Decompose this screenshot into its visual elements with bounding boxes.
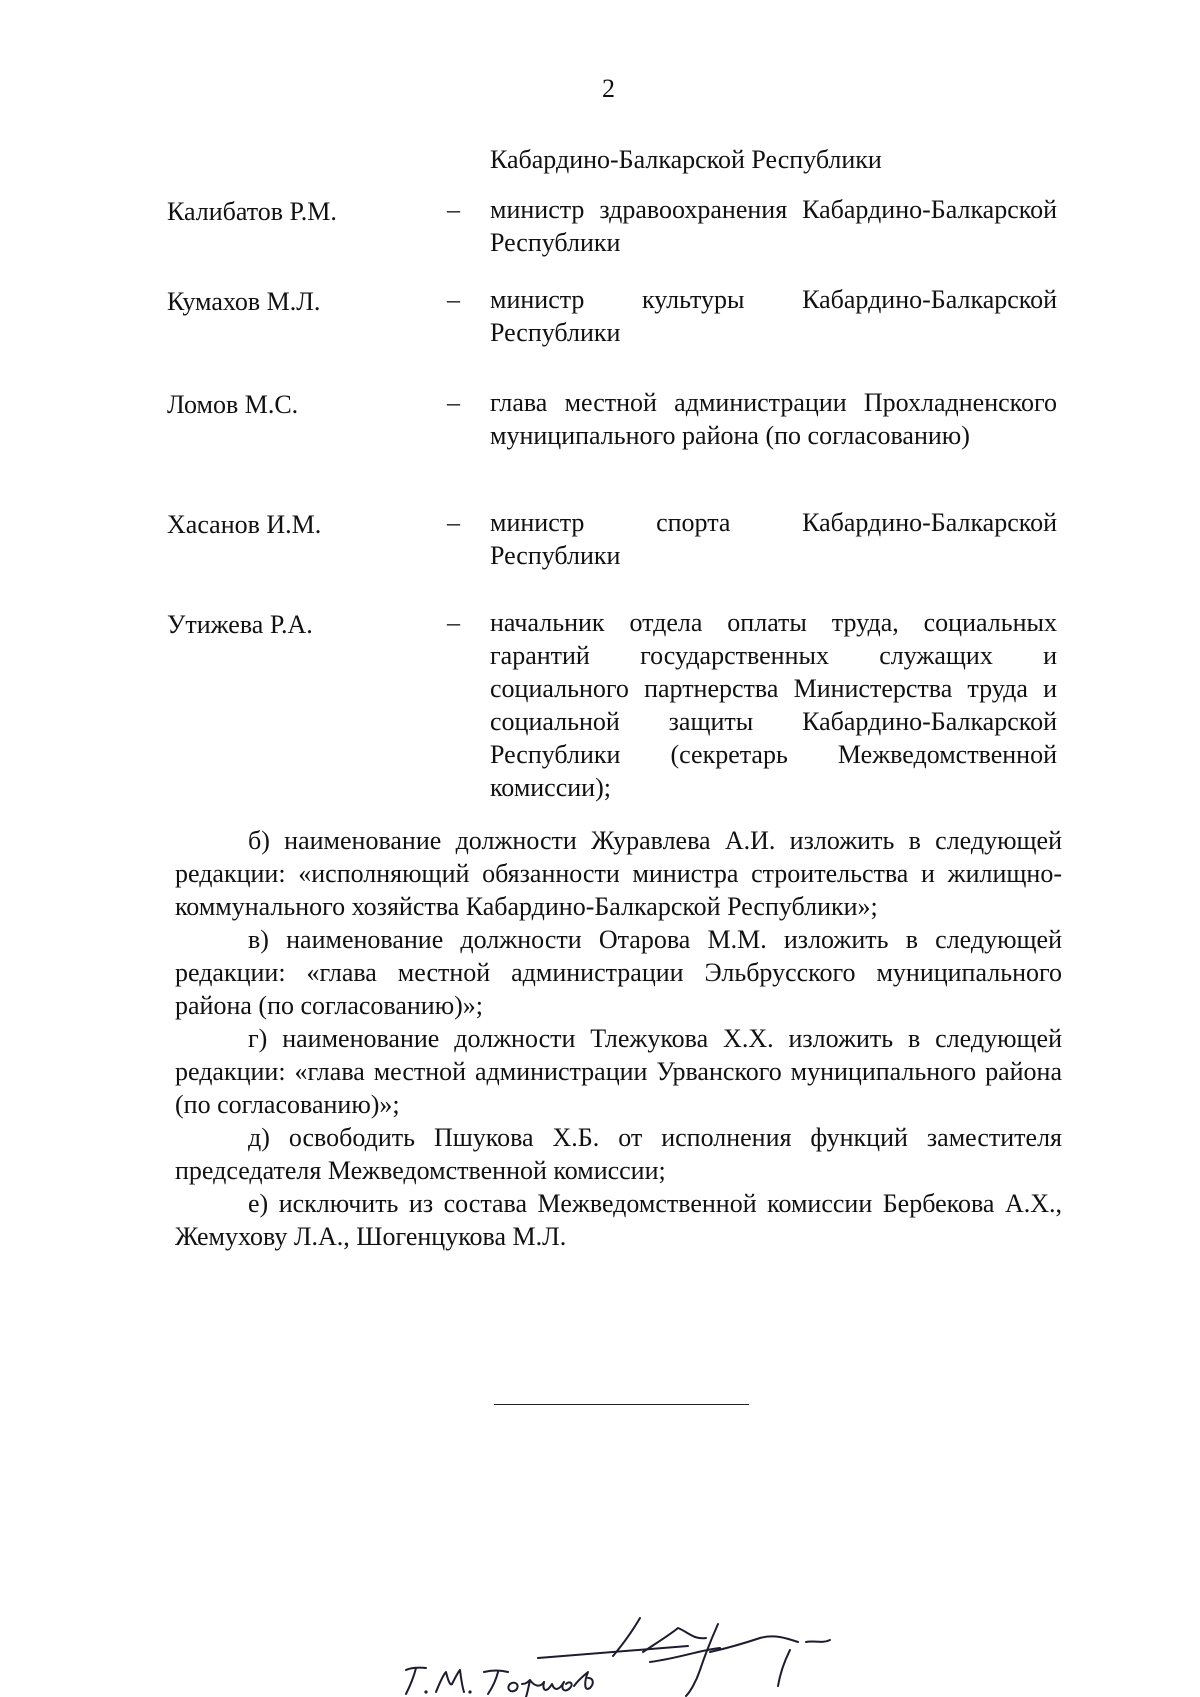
amendment-item: б) наименование должности Журавлева А.И. изложить в следующей редакции: «исполняющий обязанности министра строительства и жилищно-коммунального хозяйства Кабардино-Балкарской Республики»; xyxy=(175,826,1062,921)
member-dash: – xyxy=(447,285,460,314)
member-name: Кумахов М.Л. xyxy=(167,287,321,316)
amendment-item: г) наименование должности Тлежукова Х.Х. изложить в следующей редакции: «глава местной администрации Урванского муниципального района (по согласованию)»; xyxy=(175,1024,1062,1119)
amendments-list xyxy=(175,824,1062,1253)
member-name: Утижева Р.А. xyxy=(167,610,313,639)
carryover-line: Кабардино-Балкарской Республики xyxy=(490,145,882,174)
member-position: глава местной администрации Прохладненского муниципального района (по согласованию) xyxy=(490,388,1057,450)
member-name: Ломов М.С. xyxy=(167,390,299,419)
member-name: Хасанов И.М. xyxy=(167,510,322,539)
member-entry xyxy=(165,386,1057,526)
member-position: начальник отдела оплаты труда, социальных гарантий государственных служащих и социального партнерства Министерства труда и социальной защиты Кабардино-Балкарской Республики (секретарь Межведомственной комиссии); xyxy=(490,608,1057,802)
member-name: Калибатов Р.М. xyxy=(167,197,337,226)
member-position: министр спорта Кабардино-Балкарской Республики xyxy=(490,508,1057,570)
member-entry xyxy=(165,606,1057,806)
member-dash: – xyxy=(447,195,460,224)
member-dash: – xyxy=(447,608,460,637)
amendment-item: е) исключить из состава Межведомственной комиссии Бербекова А.Х., Жемухову Л.А., Шогенцукова М.Л. xyxy=(175,1189,1062,1251)
member-position: министр культуры Кабардино-Балкарской Республики xyxy=(490,285,1057,347)
handwritten-signature xyxy=(388,1612,933,1697)
end-divider xyxy=(494,1404,749,1405)
amendment-item: д) освободить Пшукова Х.Б. от исполнения функций заместителя председателя Межведомственной комиссии; xyxy=(175,1123,1062,1185)
member-dash: – xyxy=(447,508,460,537)
member-dash: – xyxy=(447,388,460,417)
member-position: министр здравоохранения Кабардино-Балкарской Республики xyxy=(490,195,1057,257)
amendment-item: в) наименование должности Отарова М.М. изложить в следующей редакции: «глава местной администрации Эльбрусского муниципального района (по согласованию)»; xyxy=(175,925,1062,1020)
page-number: 2 xyxy=(602,74,615,103)
